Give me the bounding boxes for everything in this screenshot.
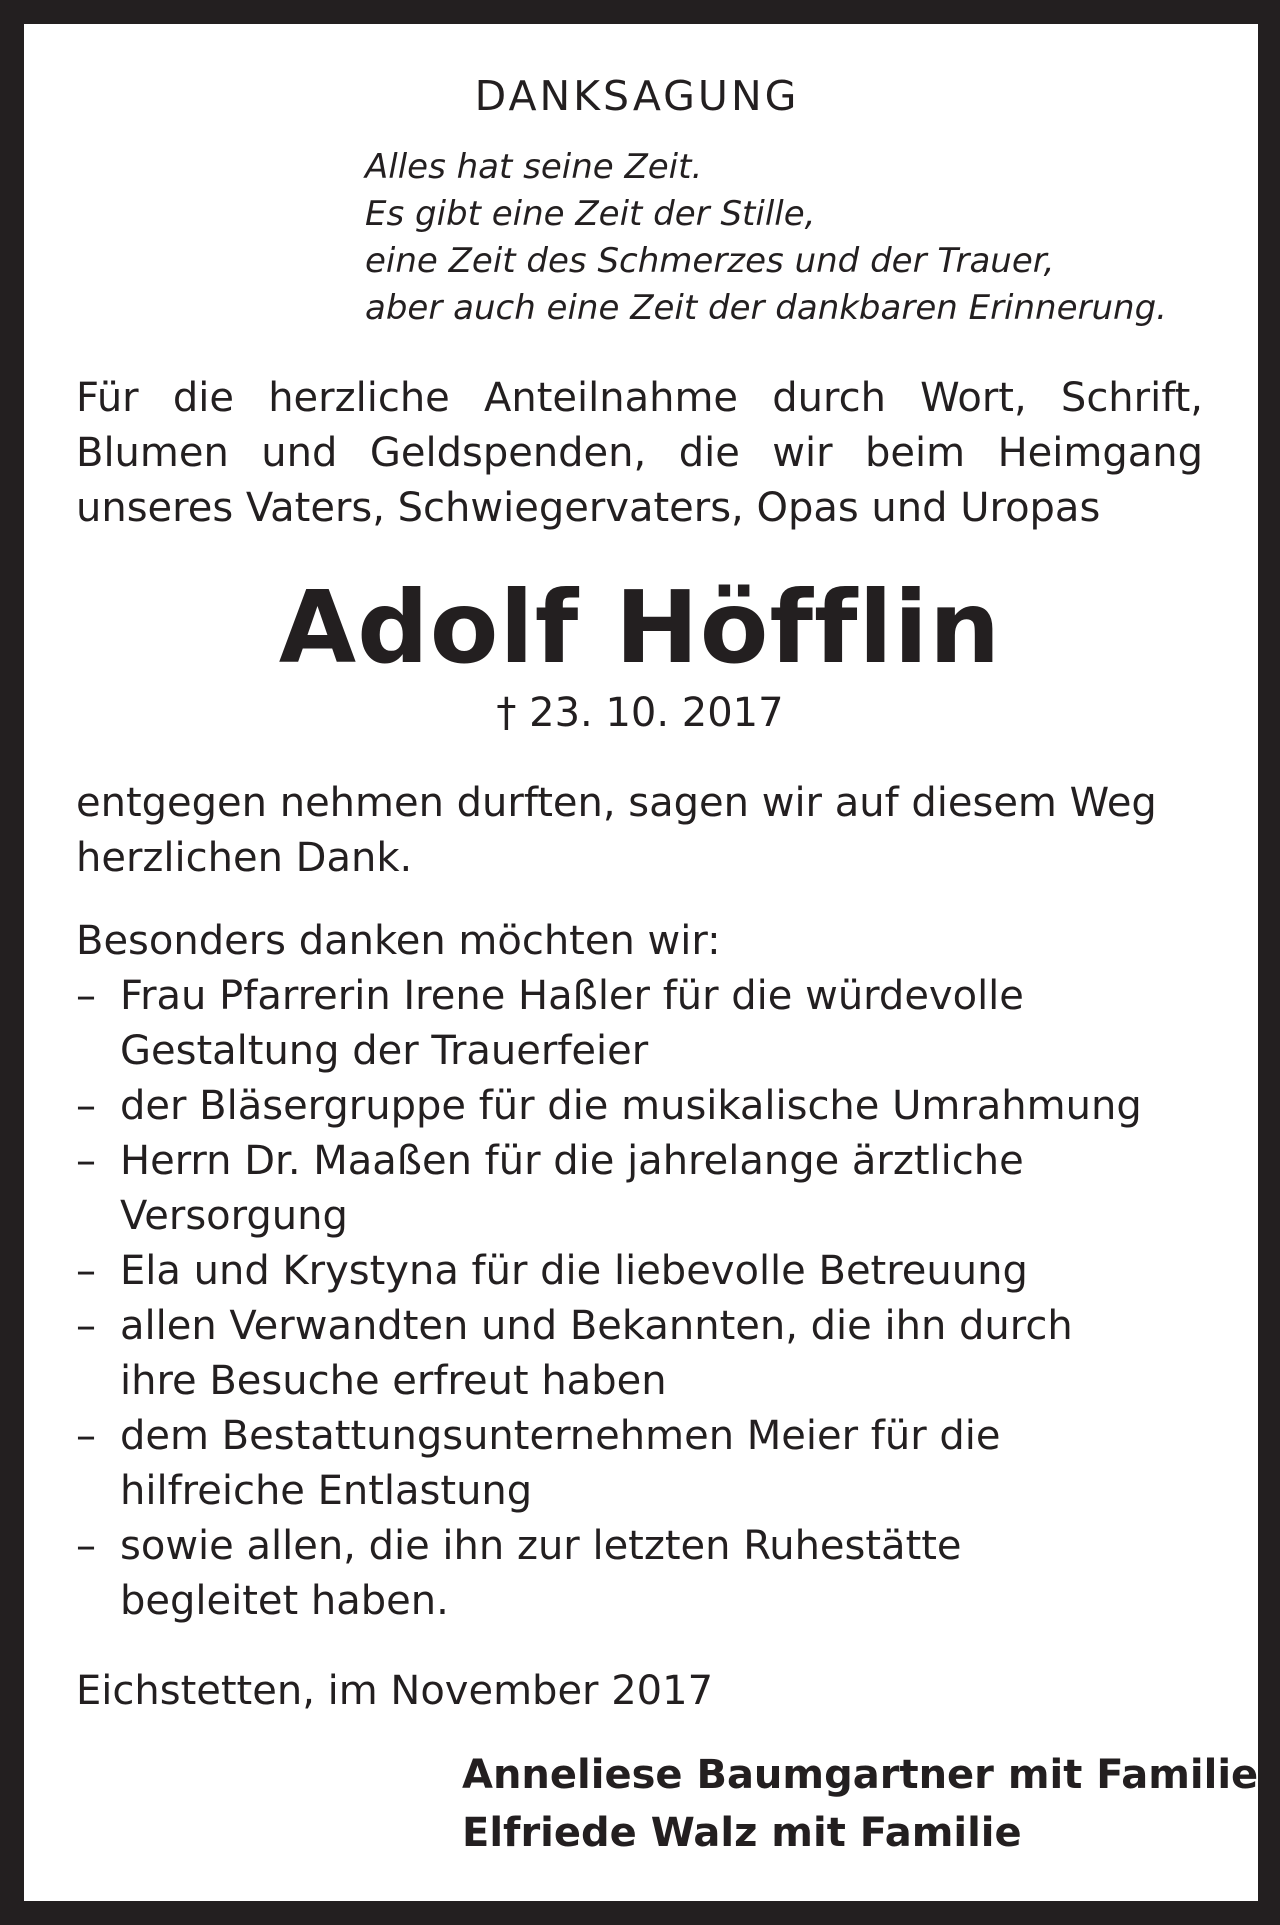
list-item-text: Frau Pfarrerin Irene Haßler für die würdevolle: [120, 973, 1024, 1019]
list-item-continuation: begleitet haben.: [120, 1578, 449, 1624]
thanks-line: entgegen nehmen durften, sagen wir auf diesem Weg: [76, 780, 1157, 826]
deceased-name: Adolf Höfflin: [278, 569, 1002, 686]
list-item: [76, 1079, 1142, 1134]
poem-line: aber auch eine Zeit der dankbaren Erinnerung.: [365, 288, 1167, 328]
list-item-continuation: hilfreiche Entlastung: [120, 1468, 533, 1514]
place-date: Eichstetten, im November 2017: [76, 1668, 714, 1714]
list-item: [76, 969, 1024, 1024]
list-dash: –: [76, 1083, 96, 1129]
death-date: † 23. 10. 2017: [496, 690, 784, 736]
heading-text: DANKSAGUNG: [474, 72, 800, 120]
list-dash: –: [76, 1138, 96, 1184]
signer: Elfriede Walz mit Familie: [462, 1810, 1022, 1856]
list-item-text: Herrn Dr. Maaßen für die jahrelange ärztliche: [120, 1138, 1024, 1184]
poem-line: Es gibt eine Zeit der Stille,: [365, 194, 816, 234]
list-item-text: allen Verwandten und Bekannten, die ihn durch: [120, 1303, 1073, 1349]
list-item-continuation: Gestaltung der Trauerfeier: [120, 1028, 649, 1074]
list-item-text: der Bläsergruppe für die musikalische Umrahmung: [120, 1083, 1142, 1129]
list-item-text: sowie allen, die ihn zur letzten Ruhestätte: [120, 1523, 962, 1569]
list-item: [76, 1134, 1024, 1189]
heading: [0, 72, 1280, 120]
thanks-line: herzlichen Dank.: [76, 835, 413, 881]
poem-line: eine Zeit des Schmerzes und der Trauer,: [365, 241, 1055, 281]
list-dash: –: [76, 1523, 96, 1569]
list-dash: –: [76, 973, 96, 1019]
list-dash: –: [76, 1413, 96, 1459]
list-item-continuation: ihre Besuche erfreut haben: [120, 1358, 667, 1404]
list-item-text: dem Bestattungsunternehmen Meier für die: [120, 1413, 1001, 1459]
intro-line: unseres Vaters, Schwiegervaters, Opas und Uropas: [76, 485, 1101, 531]
thanks-paragraph: [76, 776, 1203, 886]
intro-line: Blumen und Geldspenden, die wir beim Heimgang: [76, 430, 1203, 476]
intro-line: Für die herzliche Anteilnahme durch Wort, Schrift,: [76, 375, 1203, 421]
list-item: [76, 1244, 1028, 1299]
poem: [365, 144, 1167, 332]
intro-paragraph: [76, 371, 1203, 536]
list-dash: –: [76, 1303, 96, 1349]
list-item-continuation: Versorgung: [120, 1193, 348, 1239]
list-item: [76, 1409, 1000, 1464]
special-thanks-intro: Besonders danken möchten wir:: [76, 918, 721, 964]
list-item: [76, 1519, 962, 1574]
list-item: [76, 1299, 1073, 1354]
list-item-text: Ela und Krystyna für die liebevolle Betreuung: [120, 1248, 1028, 1294]
poem-line: Alles hat seine Zeit.: [365, 147, 703, 187]
signer: Anneliese Baumgartner mit Familie: [462, 1752, 1259, 1798]
list-dash: –: [76, 1248, 96, 1294]
